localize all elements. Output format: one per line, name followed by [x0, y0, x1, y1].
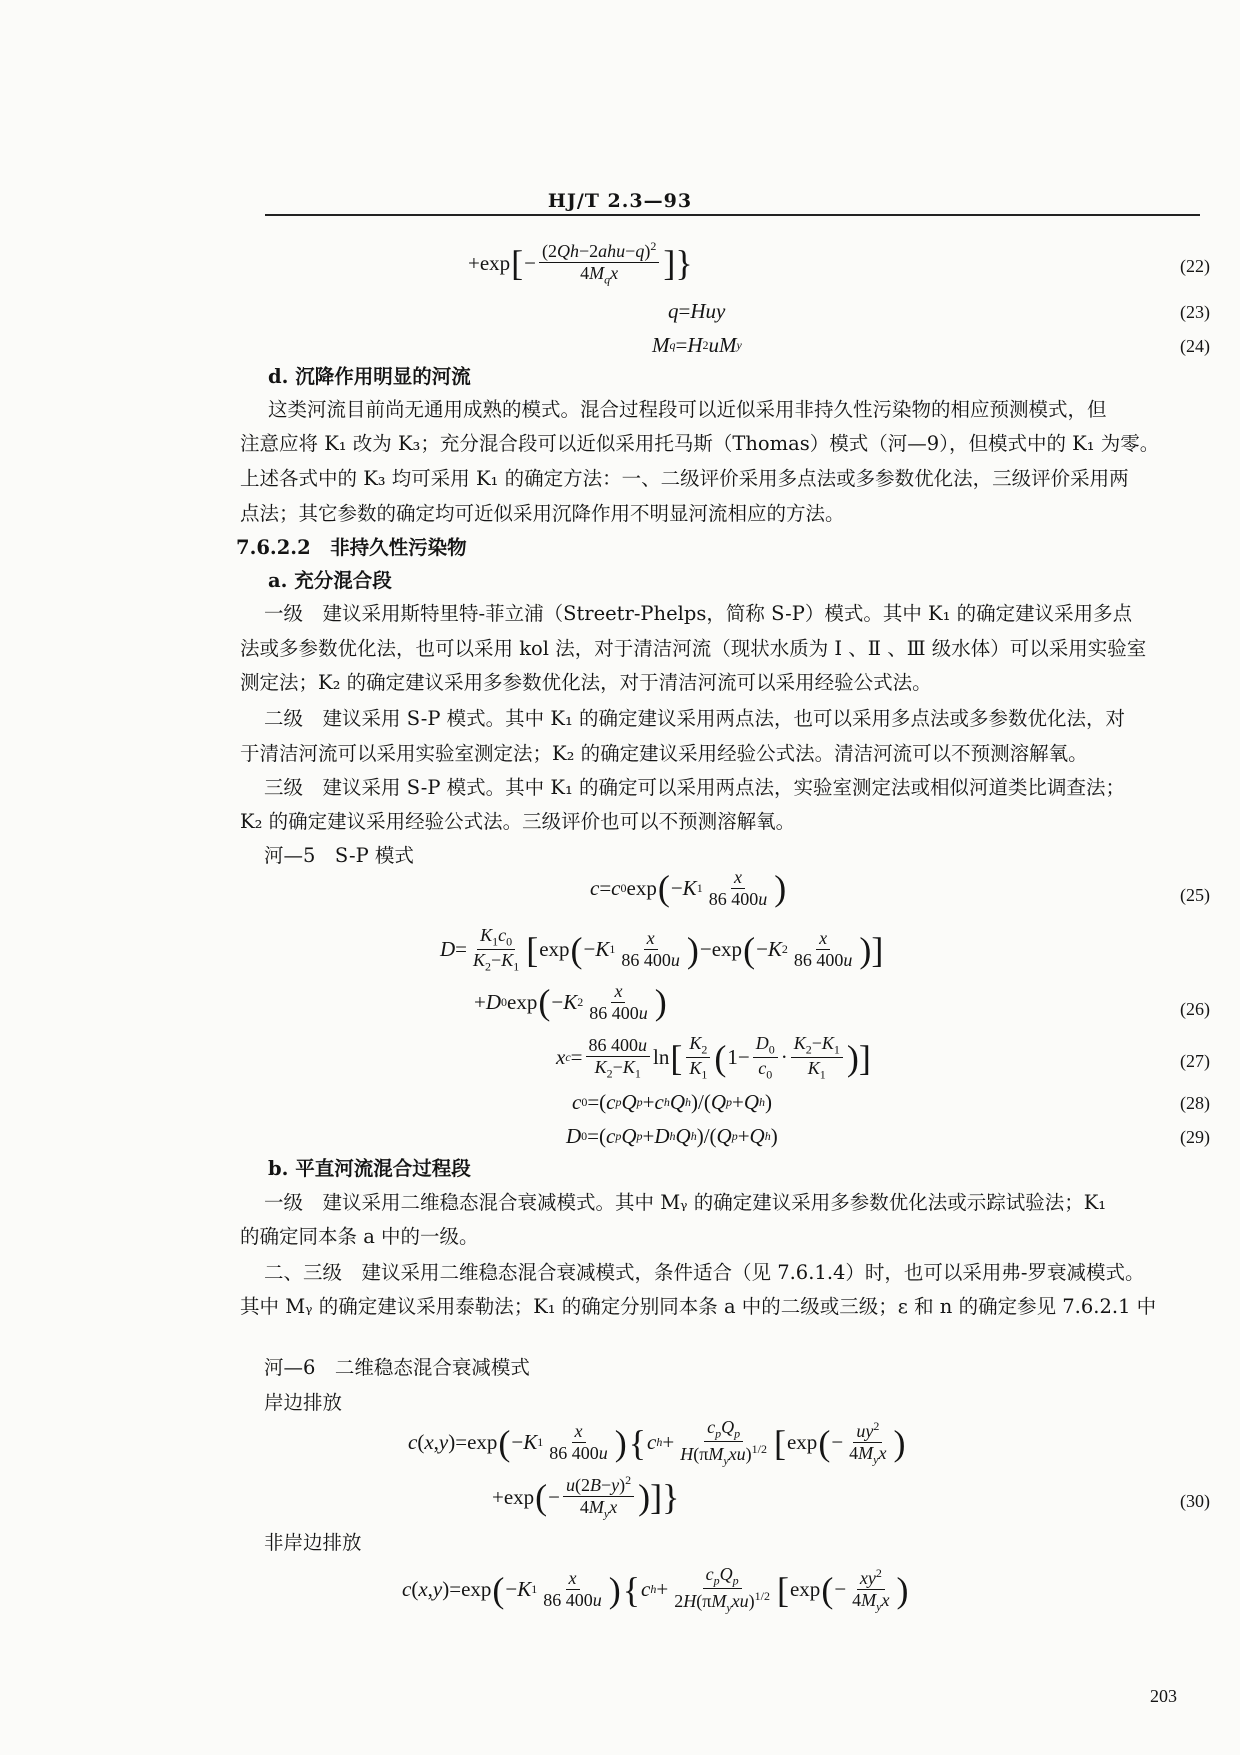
eq-number-25: (25) [1180, 885, 1210, 905]
equation-28: c 0 =( c p Q p + c h Q h )/( Q p + Q h ) [572, 1090, 773, 1114]
section-b-heading: b. 平直河流混合过程段 [268, 1157, 471, 1180]
model-label-he6: 河—6 二维稳态混合衰减模式 [264, 1356, 530, 1379]
equation-25: c = c 0 exp ( − K 1 $\frac{x}{86 400u}$ ) [590, 867, 787, 909]
paragraph-line: 一级 建议采用二维稳态混合衰减模式。其中 Mᵧ 的确定建议采用多参数优化法或示踪试验法；K₁ [264, 1191, 1107, 1214]
eq-number-22: (22) [1180, 256, 1210, 276]
eq-number-24: (24) [1180, 336, 1210, 356]
paragraph-line: 测定法；K₂ 的确定建议采用多参数优化法，对于清洁河流可以采用经验公式法。 [240, 671, 932, 694]
equation-non-shore: c ( x , y )=exp ( − K 1 $\frac{x}{86 400u}$ ) { c h + $\frac{c_pQ_p}{2H(\pi M_yxu)^{1/2}}$ [ exp ( − $\frac{xy^2}{4M_yx}$ ) [402, 1564, 909, 1615]
shore-discharge-label: 岸边排放 [264, 1391, 343, 1414]
paragraph-line: 的确定同本条 a 中的一级。 [240, 1225, 479, 1248]
eq-number-23: (23) [1180, 302, 1210, 322]
section-a-heading: a. 充分混合段 [268, 569, 392, 592]
eq-number-26: (26) [1180, 999, 1210, 1019]
paragraph-line: 二、三级 建议采用二维稳态混合衰减模式，条件适合（见 7.6.1.4）时，也可以采用弗-罗衰减模式。 [264, 1261, 1145, 1284]
eq-number-29: (29) [1180, 1127, 1210, 1147]
section-d-heading: d. 沉降作用明显的河流 [268, 365, 471, 388]
paragraph-line: 注意应将 K₁ 改为 K₃；充分混合段可以近似采用托马斯（Thomas）模式（河—9），但模式中的 K₁ 为零。 [240, 432, 1160, 455]
equation-29: D 0 =( c p Q p + D h Q h )/( Q p + Q h ) [566, 1124, 778, 1148]
equation-30-line2: +exp ( − $\frac{u(2B-y)^2}{4M_yx}$ )]} [492, 1473, 680, 1521]
page-header: HJ/T 2.3—93 [547, 190, 693, 212]
paragraph-line: 点法；其它参数的确定均可近似采用沉降作用不明显河流相应的方法。 [240, 502, 845, 525]
page-number: 203 [1150, 1686, 1177, 1706]
non-shore-discharge-label: 非岸边排放 [264, 1531, 362, 1554]
paragraph-line: 于清洁河流可以采用实验室测定法；K₂ 的确定建议采用经验公式法。清洁河流可以不预测溶解氧。 [240, 742, 1088, 765]
equation-26-line2: + D 0 exp ( − K 2 $\frac{x}{86 400u}$ ) [474, 981, 667, 1023]
eq-number-30: (30) [1180, 1491, 1210, 1511]
paragraph-line: 其中 Mᵧ 的确定建议采用泰勒法；K₁ 的确定分别同本条 a 中的二级或三级；ε 和 n 的确定参见 7.6.2.1 中 [240, 1295, 1157, 1318]
paragraph-line: K₂ 的确定建议采用经验公式法。三级评价也可以不预测溶解氧。 [240, 810, 796, 833]
paragraph-line: 这类河流目前尚无通用成熟的模式。混合过程段可以近似采用非持久性污染物的相应预测模式，但 [268, 398, 1107, 421]
paragraph-line: 二级 建议采用 S-P 模式。其中 K₁ 的确定建议采用两点法，也可以采用多点法或多参数优化法，对 [264, 707, 1125, 730]
equation-30-line1: c ( x , y )=exp ( − K 1 $\frac{x}{86 400u}$ ) { c h + $\frac{c_pQ_p}{H(\pi M_yxu)^{1/2}}$ [ exp ( − $\frac{uy^2}{4M_yx}$ ) [408, 1417, 906, 1468]
equation-27: x c = $\frac{86 400u}{K_2-K_1}$ ln [ $\frac{K_2}{K_1}$ ( 1− $\frac{D_0}{c_0}$ · $\frac{K_2-K_1}{K_1}$ )] [556, 1033, 871, 1082]
eq-number-28: (28) [1180, 1093, 1210, 1113]
equation-24: M q = H 2 uM y [652, 333, 742, 357]
equation-26-line1: D = $\frac{K_1c_0}{K_2-K_1}$ [ exp ( − K 1 $\frac{x}{86 400u}$ ) −exp ( − K 2 $\frac{x}{86 400u}$ )] [440, 925, 884, 974]
equation-22: +exp [ − $\frac{(2Qh-2ahu-q)^2}{4M_qx}$ ]} [468, 239, 693, 287]
equation-23: q = Huy [668, 299, 726, 323]
paragraph-line: 三级 建议采用 S-P 模式。其中 K₁ 的确定可以采用两点法，实验室测定法或相似河道类比调查法； [264, 776, 1125, 799]
model-label-he5: 河—5 S-P 模式 [264, 844, 414, 867]
paragraph-line: 上述各式中的 K₃ 均可采用 K₁ 的确定方法：一、二级评价采用多点法或多参数优化法，三级评价采用两 [240, 467, 1129, 490]
section-7-6-2-2-heading: 7.6.2.2 非持久性污染物 [236, 536, 467, 559]
paragraph-line: 一级 建议采用斯特里特-菲立浦（Streetr-Phelps，简称 S-P）模式。其中 K₁ 的确定建议采用多点 [264, 602, 1133, 625]
paragraph-line: 法或多参数优化法，也可以采用 kol 法，对于清洁河流（现状水质为 Ⅰ 、Ⅱ 、Ⅲ 级水体）可以采用实验室 [240, 637, 1147, 660]
header-rule [265, 214, 1200, 216]
eq-number-27: (27) [1180, 1051, 1210, 1071]
